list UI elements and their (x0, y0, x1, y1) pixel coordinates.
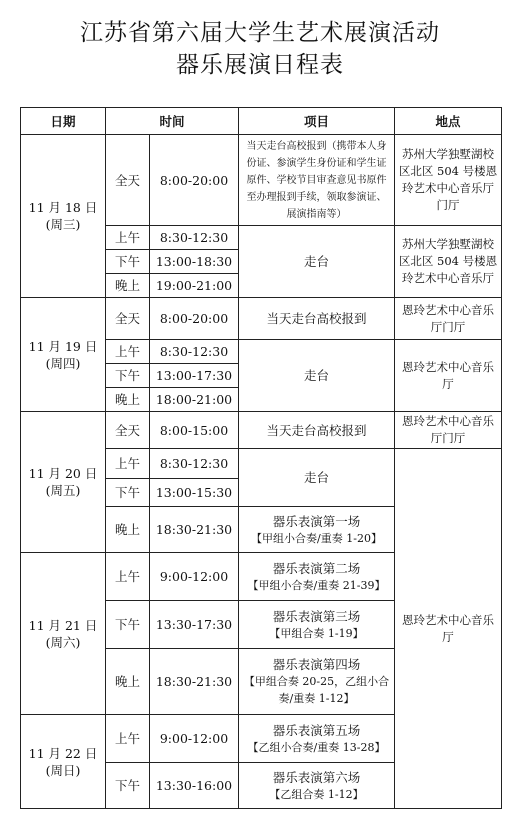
item-cell: 走台 (239, 226, 395, 298)
period-cell: 晚上 (106, 649, 150, 715)
date-cell (21, 715, 106, 809)
page-title: 江苏省第六届大学生艺术展演活动 (80, 20, 440, 46)
period-cell: 晚上 (106, 388, 150, 412)
time-cell: 13:00-18:30 (150, 250, 239, 274)
place-cell: 恩玲艺术中心音乐厅门厅 (395, 412, 502, 449)
date-text: 11 月 21 日 (28, 617, 98, 633)
date-cell (21, 553, 106, 715)
item-cell (239, 649, 395, 715)
item-cell (239, 507, 395, 553)
period-cell: 上午 (106, 449, 150, 479)
item-cell (239, 763, 395, 809)
period-cell: 下午 (106, 601, 150, 649)
schedule-table (20, 107, 502, 809)
period-cell: 下午 (106, 364, 150, 388)
performance-groups: 【乙组合奏 1-12】 (269, 787, 364, 801)
performance-name: 器乐表演第一场 (272, 513, 361, 529)
weekday-text: (周五) (45, 483, 81, 498)
time-cell: 8:00-15:00 (150, 412, 239, 449)
header-time: 时间 (106, 108, 239, 135)
time-cell: 9:00-12:00 (150, 715, 239, 763)
period-cell: 下午 (106, 479, 150, 507)
period-cell: 下午 (106, 250, 150, 274)
period-cell: 全天 (106, 298, 150, 340)
time-cell: 9:00-12:00 (150, 553, 239, 601)
period-cell: 全天 (106, 135, 150, 226)
period-cell: 晚上 (106, 274, 150, 298)
page-subtitle: 器乐展演日程表 (176, 52, 344, 78)
time-cell: 8:00-20:00 (150, 135, 239, 226)
time-cell: 18:30-21:30 (150, 649, 239, 715)
performance-groups: 【甲组小合奏/重奏 21-39】 (247, 578, 386, 592)
time-cell: 8:30-12:30 (150, 226, 239, 250)
date-text: 11 月 22 日 (28, 745, 98, 761)
period-cell: 上午 (106, 226, 150, 250)
time-cell: 19:00-21:00 (150, 274, 239, 298)
weekday-text: (周三) (45, 217, 81, 232)
date-text: 11 月 19 日 (28, 338, 98, 354)
performance-name: 器乐表演第四场 (272, 657, 361, 672)
table-row (21, 135, 502, 226)
performance-groups: 【甲组小合奏/重奏 1-20】 (251, 531, 382, 545)
time-cell: 8:00-20:00 (150, 298, 239, 340)
place-cell: 苏州大学独墅湖校区北区 504 号楼恩玲艺术中心音乐厅 (395, 226, 502, 298)
time-cell: 13:30-16:00 (150, 763, 239, 809)
header-place: 地点 (395, 108, 502, 135)
performance-name: 器乐表演第三场 (272, 608, 361, 624)
weekday-text: (周四) (45, 355, 81, 371)
time-cell: 13:30-17:30 (150, 601, 239, 649)
period-cell: 上午 (106, 340, 150, 364)
performance-groups: 【甲组合奏 1-19】 (269, 626, 364, 640)
time-cell: 13:00-17:30 (150, 364, 239, 388)
item-cell: 走台 (239, 449, 395, 507)
place-cell: 苏州大学独墅湖校区北区 504 号楼恩玲艺术中心音乐厅门厅 (395, 135, 502, 226)
weekday-text: (周六) (45, 634, 81, 650)
time-cell: 13:00-15:30 (150, 479, 239, 507)
time-cell: 18:30-21:30 (150, 507, 239, 553)
table-row (21, 412, 502, 449)
place-cell: 恩玲艺术中心音乐厅 (395, 340, 502, 412)
date-cell (21, 412, 106, 553)
time-cell: 8:30-12:30 (150, 449, 239, 479)
table-row (21, 298, 502, 340)
date-cell (21, 298, 106, 412)
performance-name: 器乐表演第六场 (272, 769, 361, 785)
date-text: 11 月 18 日 (28, 200, 98, 215)
place-cell: 恩玲艺术中心音乐厅 (395, 449, 502, 809)
item-cell (239, 601, 395, 649)
header-item: 项目 (239, 108, 395, 135)
period-cell: 上午 (106, 553, 150, 601)
performance-name: 器乐表演第五场 (272, 722, 361, 738)
item-cell: 当天走台高校报到 (239, 298, 395, 340)
header-date: 日期 (21, 108, 106, 135)
performance-groups: 【甲组合奏 20-25，乙组小合奏/重奏 1-12】 (243, 675, 390, 705)
period-cell: 晚上 (106, 507, 150, 553)
item-cell: 当天走台高校报到（携带本人身份证、参演学生身份证和学生证原件、学校节目审查意见书原件至办理报到手续，领取参演证、展演指南等） (239, 135, 395, 226)
period-cell: 上午 (106, 715, 150, 763)
place-cell: 恩玲艺术中心音乐厅门厅 (395, 298, 502, 340)
weekday-text: (周日) (45, 762, 81, 778)
item-cell: 走台 (239, 340, 395, 412)
performance-name: 器乐表演第二场 (272, 560, 361, 576)
period-cell: 全天 (106, 412, 150, 449)
item-cell (239, 553, 395, 601)
time-cell: 8:30-12:30 (150, 340, 239, 364)
header-row (21, 108, 502, 135)
item-cell (239, 715, 395, 763)
time-cell: 18:00-21:00 (150, 388, 239, 412)
date-cell (21, 135, 106, 298)
item-cell: 当天走台高校报到 (239, 412, 395, 449)
period-cell: 下午 (106, 763, 150, 809)
date-text: 11 月 20 日 (28, 466, 98, 481)
performance-groups: 【乙组小合奏/重奏 13-28】 (247, 740, 386, 754)
